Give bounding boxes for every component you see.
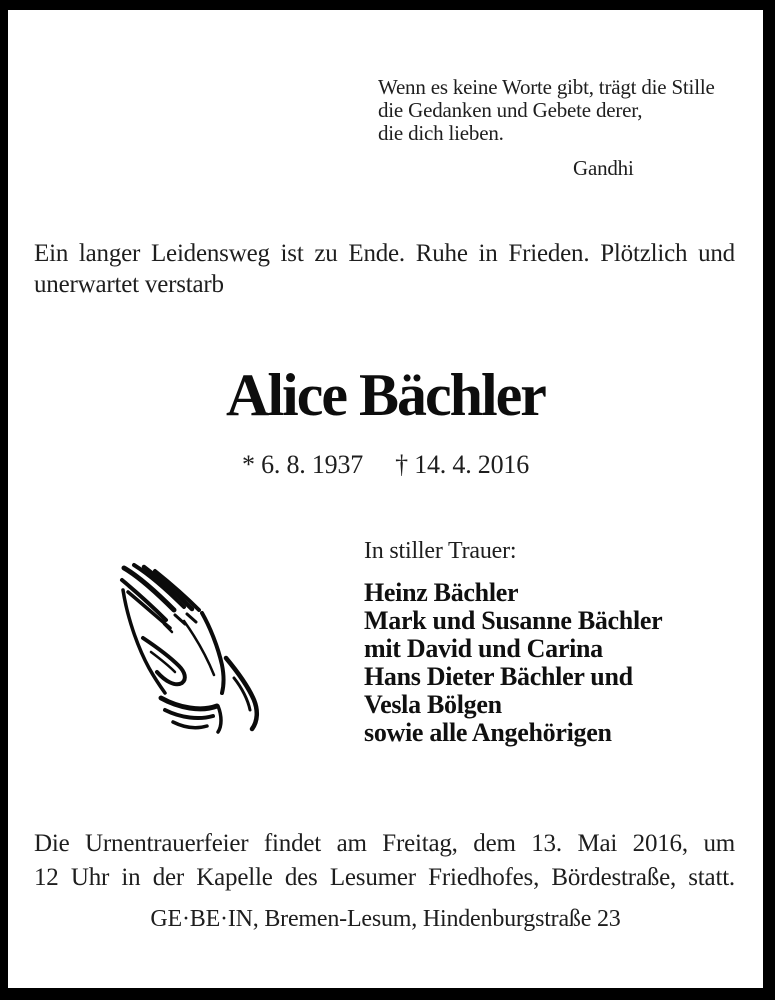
mourner-name: mit David und Carina bbox=[364, 634, 603, 663]
mourners-list bbox=[364, 579, 662, 747]
quote-line: Wenn es keine Worte gibt, trägt die Stille bbox=[378, 75, 715, 99]
mourning-section bbox=[364, 538, 662, 747]
mourning-label: In stiller Trauer: bbox=[364, 538, 517, 564]
birth-date: * 6. 8. 1937 bbox=[241, 450, 364, 479]
intro-line: Ein langer Leidensweg ist zu Ende. Ruhe in Frieden. Plötzlich und bbox=[34, 240, 735, 267]
quote-line: die Gedanken und Gebete derer, bbox=[378, 98, 643, 122]
death-date: † 14. 4. 2016 bbox=[395, 450, 529, 479]
intro-line: unerwartet verstarb bbox=[34, 271, 224, 298]
dates-row bbox=[8, 450, 763, 480]
ceremony-line: 12 Uhr in der Kapelle des Lesumer Friedhofes, Bördestraße, statt. bbox=[34, 864, 735, 891]
mourner-name: sowie alle Angehörigen bbox=[364, 718, 612, 747]
mourner-name: Vesla Bölgen bbox=[364, 690, 502, 719]
quote-block bbox=[378, 76, 758, 180]
quote-line: die dich lieben. bbox=[378, 121, 504, 145]
quote-attribution: Gandhi bbox=[573, 156, 634, 180]
ceremony-line: Die Urnentrauerfeier findet am Freitag, dem 13. Mai 2016, um bbox=[34, 830, 735, 857]
intro-paragraph bbox=[34, 238, 735, 300]
mourner-name: Mark und Susanne Bächler bbox=[364, 606, 663, 635]
deceased-name: Alice Bächler bbox=[226, 362, 545, 428]
funeral-home-footer: GE·BE·IN, Bremen-Lesum, Hindenburgstraße 23 bbox=[150, 906, 621, 932]
mourner-name: Hans Dieter Bächler und bbox=[364, 662, 633, 691]
ceremony-paragraph bbox=[34, 827, 735, 895]
praying-hands-image bbox=[112, 558, 272, 744]
obituary-page bbox=[8, 10, 763, 988]
mourner-name: Heinz Bächler bbox=[364, 578, 519, 607]
